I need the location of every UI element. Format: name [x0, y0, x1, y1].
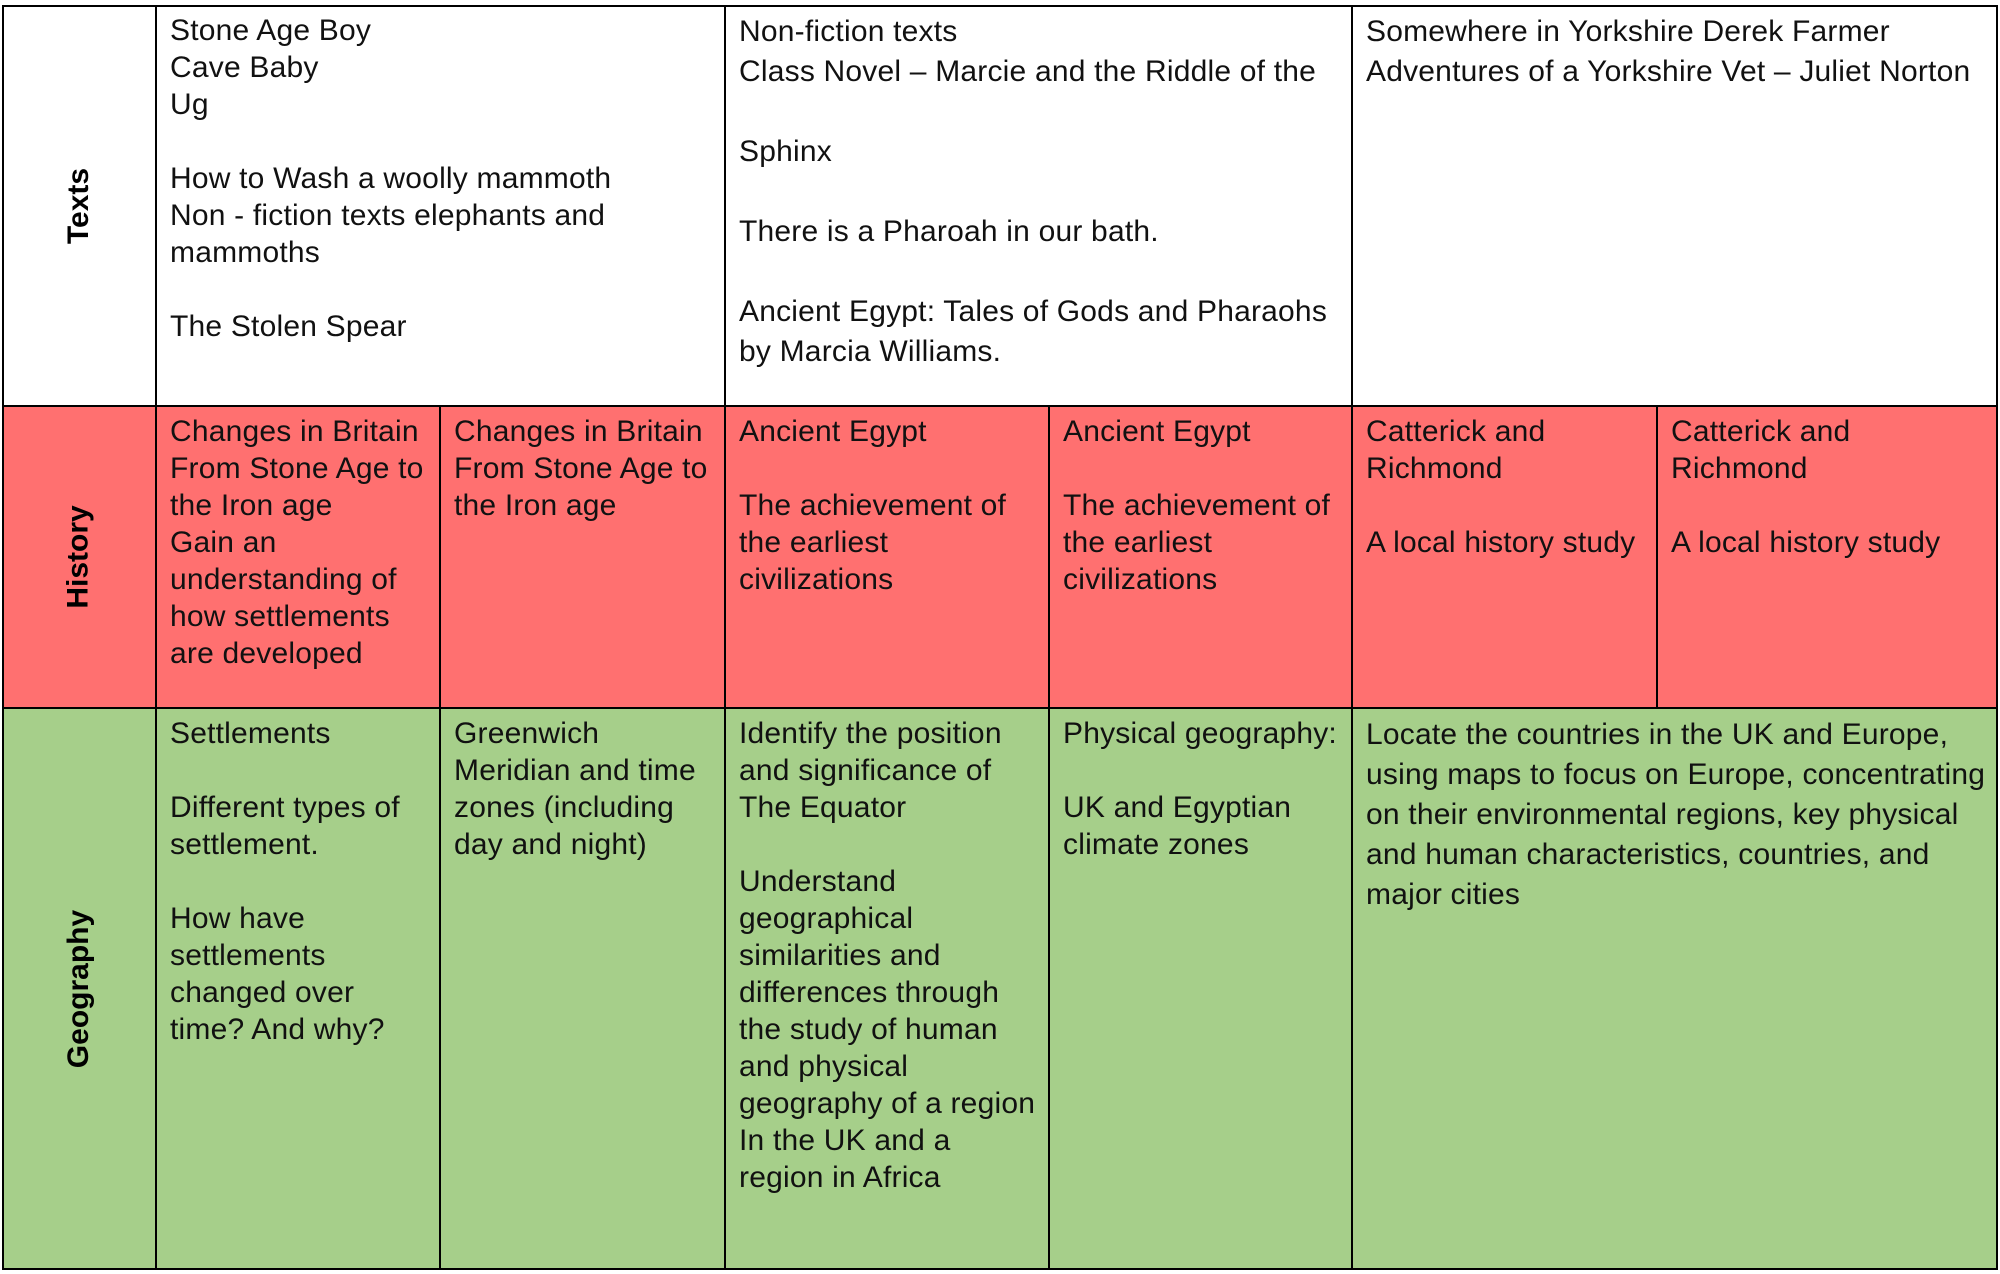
row-label-history: History: [61, 505, 95, 609]
geography-cell-settlements: Settlements Different types of settlement. How have settlements changed over time? And why?: [156, 708, 440, 1270]
curriculum-table: [2, 5, 1998, 1270]
texts-cell-ancient-egypt: Non-fiction texts Class Novel – Marcie and the Riddle of the Sphinx There is a Pharoah in our bath. Ancient Egypt: Tales of Gods and Pharaohs by Marcia Williams.: [725, 5, 1352, 406]
row-header-history: [2, 406, 156, 708]
col-divider-b: [724, 5, 726, 1270]
border-left: [2, 5, 4, 1270]
col-divider-d: [1351, 5, 1353, 1270]
history-cell-6: Catterick and Richmond A local history study: [1657, 406, 1998, 708]
history-cell-3: Ancient Egypt The achievement of the earliest civilizations: [725, 406, 1049, 708]
col-divider-header: [155, 5, 157, 1270]
border-bottom: [2, 1268, 1998, 1270]
texts-cell-yorkshire: Somewhere in Yorkshire Derek Farmer Adventures of a Yorkshire Vet – Juliet Norton: [1352, 5, 1998, 406]
row-divider-2: [2, 707, 1998, 709]
geography-cell-europe: Locate the countries in the UK and Europe, using maps to focus on Europe, concentrating on their environmental regions, key physical and human characteristics, countries, and major cities: [1352, 708, 1998, 1270]
history-cell-5: Catterick and Richmond A local history study: [1352, 406, 1657, 708]
col-divider-e: [1656, 406, 1658, 708]
geography-cell-equator: Identify the position and significance of The Equator Understand geographical similarities and differences through the study of human and physical geography of a region In the UK and a region in Africa: [725, 708, 1049, 1270]
col-divider-a: [439, 406, 441, 1270]
col-divider-c: [1048, 406, 1050, 1270]
history-cell-1: Changes in Britain From Stone Age to the Iron age Gain an understanding of how settlements are developed: [156, 406, 440, 708]
row-label-geography: Geography: [62, 909, 95, 1069]
geography-cell-physical: Physical geography: UK and Egyptian climate zones: [1049, 708, 1352, 1270]
history-cell-4: Ancient Egypt The achievement of the earliest civilizations: [1049, 406, 1352, 708]
geography-cell-greenwich: Greenwich Meridian and time zones (including day and night): [440, 708, 725, 1270]
row-divider-1: [2, 405, 1998, 407]
row-header-geography: [2, 708, 156, 1270]
row-header-texts: [2, 5, 156, 406]
history-cell-2: Changes in Britain From Stone Age to the Iron age: [440, 406, 725, 708]
texts-cell-stone-age: Stone Age Boy Cave Baby Ug How to Wash a woolly mammoth Non - fiction texts elephants and mammoths The Stolen Spear: [156, 5, 725, 406]
row-label-texts: Texts: [62, 167, 95, 244]
border-right: [1996, 5, 1998, 1270]
border-top: [2, 5, 1998, 7]
